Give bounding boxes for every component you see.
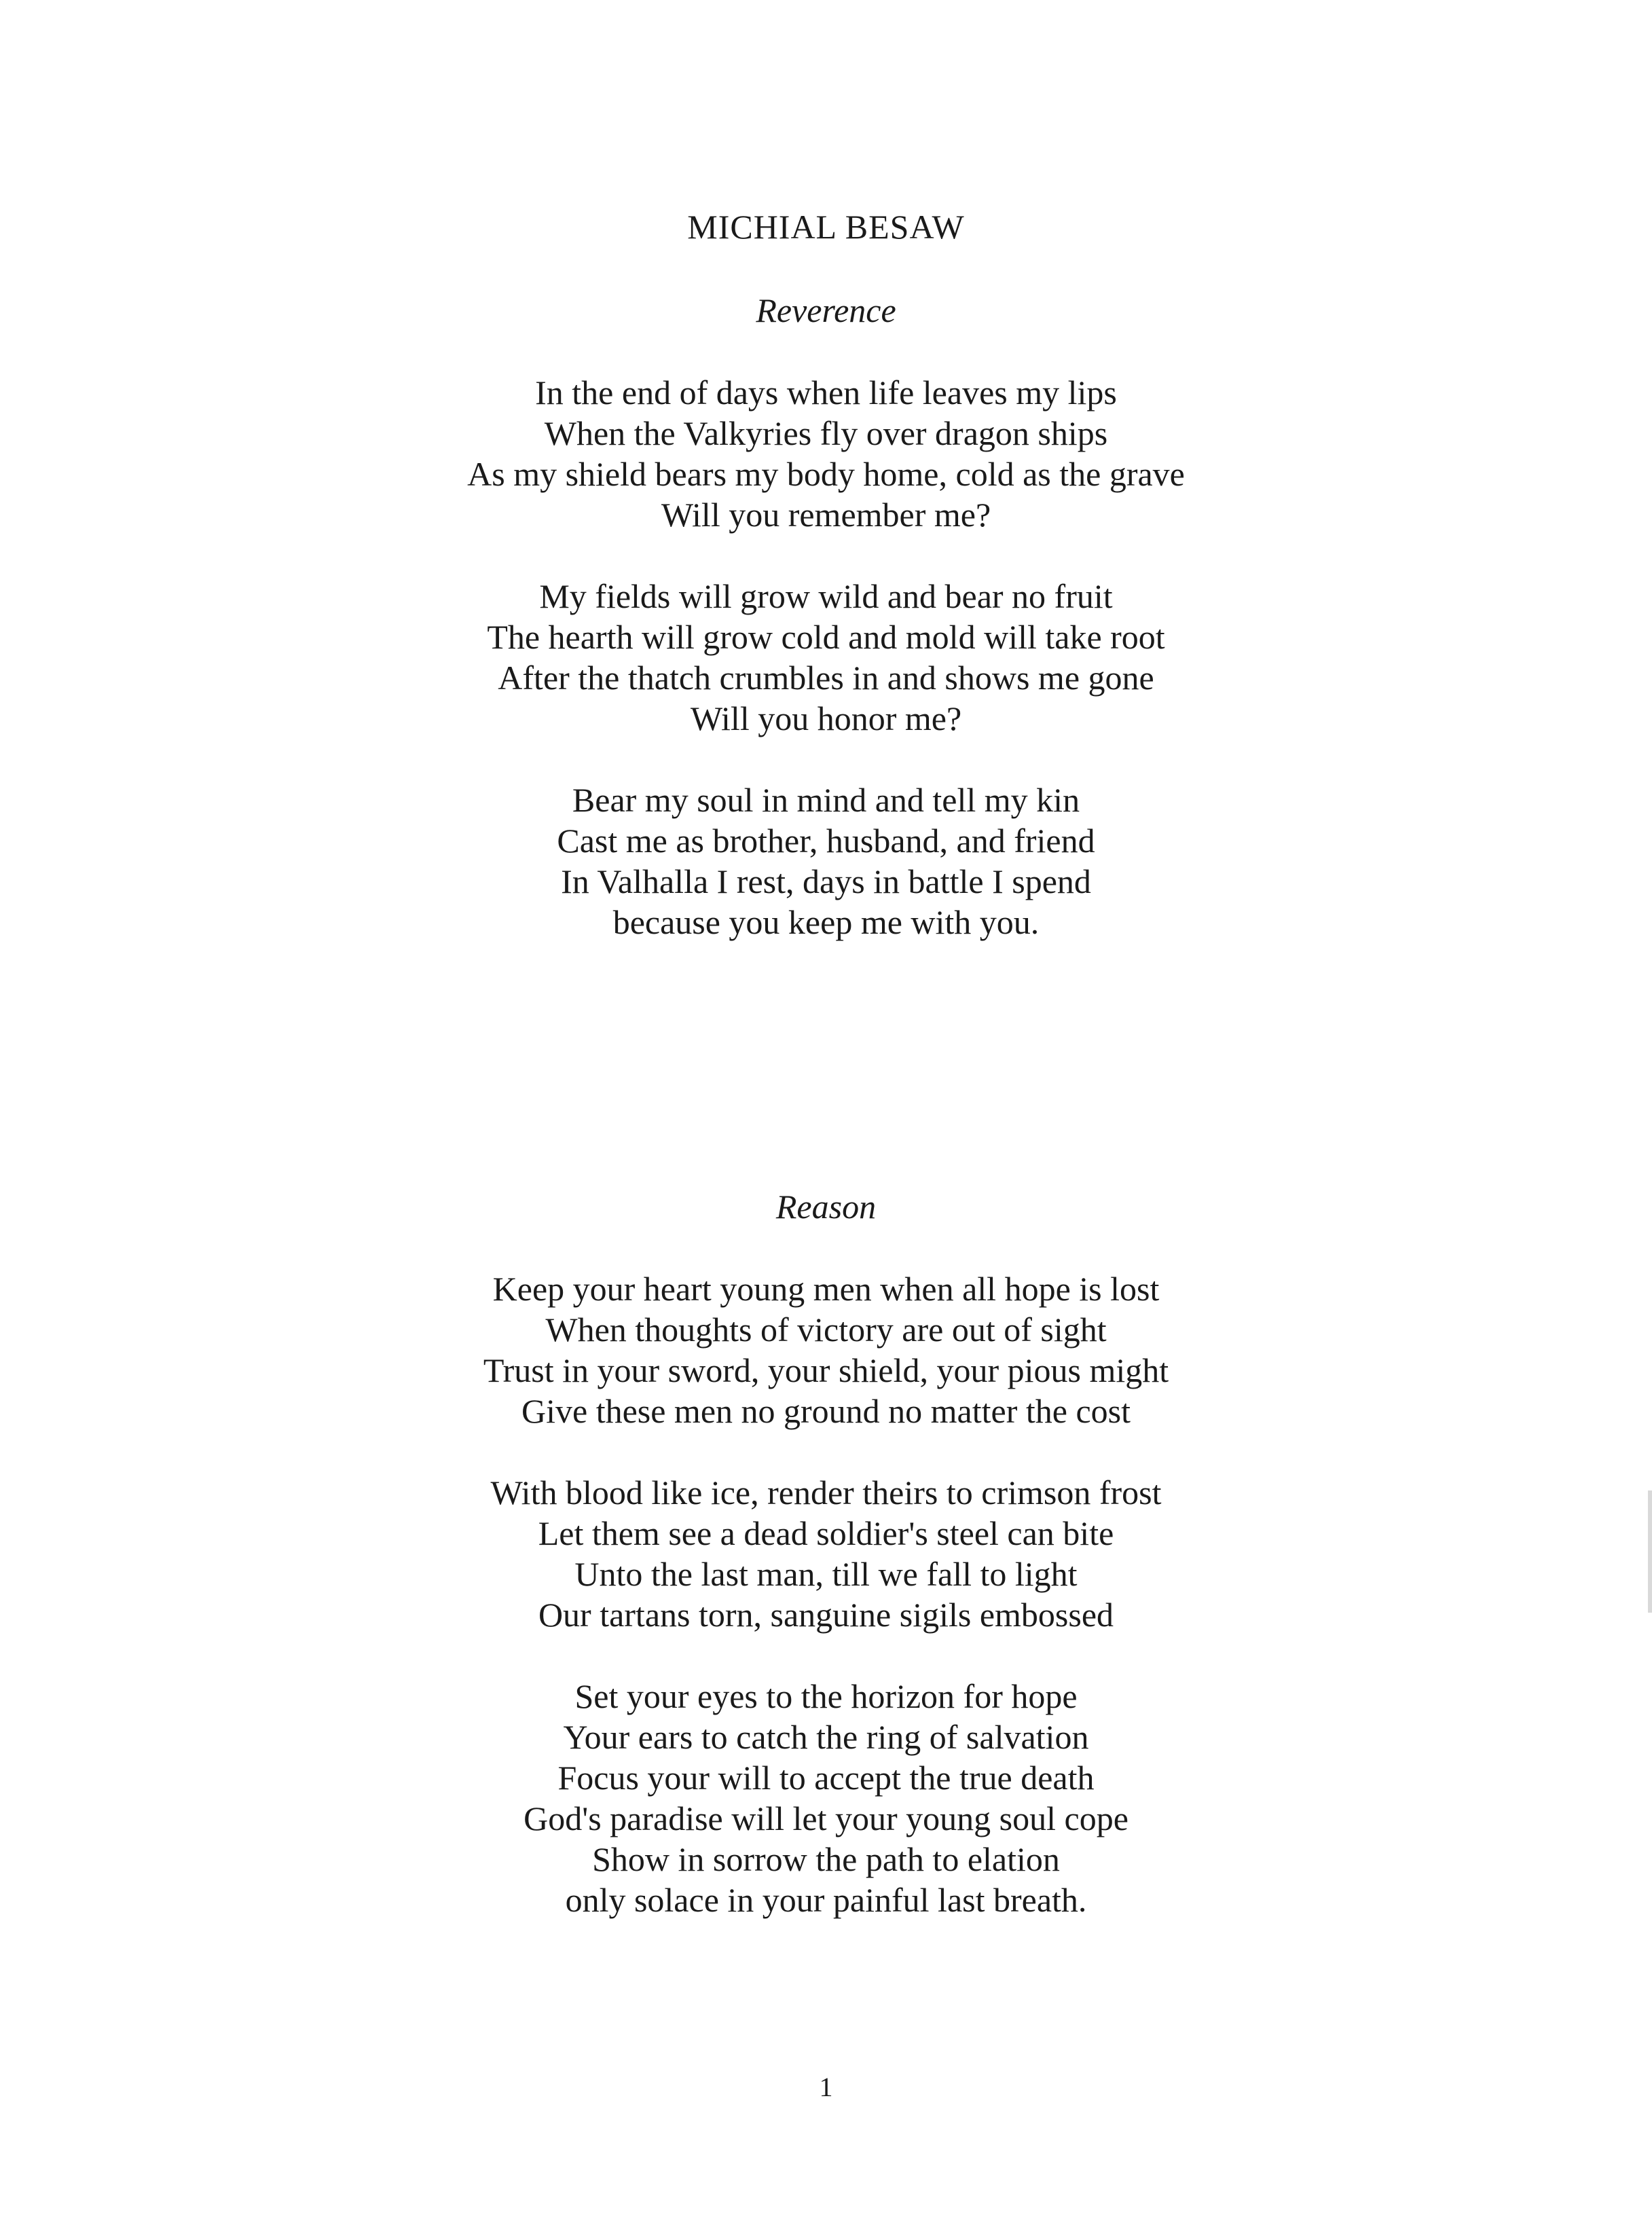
poem-line: After the thatch crumbles in and shows me gone: [498, 659, 1154, 697]
stanza: [0, 1676, 1652, 1920]
scan-edge-shadow: [1648, 1490, 1652, 1613]
poem-line: Will you remember me?: [661, 496, 991, 534]
poem-line: only solace in your painful last breath.: [565, 1881, 1087, 1919]
poem-line: When the Valkyries fly over dragon ships: [544, 414, 1108, 452]
poem-title-reason: Reason: [775, 1188, 877, 1226]
poem-line: As my shield bears my body home, cold as the grave: [467, 455, 1185, 493]
poem-line: Set your eyes to the horizon for hope: [574, 1677, 1078, 1715]
poem-line: When thoughts of victory are out of sight: [545, 1311, 1107, 1349]
poem-title-reverence: Reverence: [756, 291, 896, 329]
poem-line: Let them see a dead soldier's steel can bite: [538, 1514, 1114, 1552]
poem-line: Focus your will to accept the true death: [557, 1759, 1095, 1797]
poem-line: Keep your heart young men when all hope is lost: [492, 1270, 1160, 1308]
poem-line: In Valhalla I rest, days in battle I spend: [561, 862, 1091, 900]
poem-line: My fields will grow wild and bear no fruit: [539, 577, 1113, 615]
poem-body-reverence: [0, 372, 1652, 983]
poem-line: because you keep me with you.: [612, 903, 1040, 941]
poem-line: Unto the last man, till we fall to light: [574, 1555, 1078, 1593]
stanza: [0, 372, 1652, 535]
poem-line: God's paradise will let your young soul cope: [524, 1799, 1128, 1837]
poem-line: Give these men no ground no matter the cost: [521, 1392, 1131, 1430]
poem-line: Our tartans torn, sanguine sigils embossed: [538, 1596, 1114, 1634]
stanza: [0, 1472, 1652, 1635]
poem-line: Cast me as brother, husband, and friend: [557, 822, 1095, 860]
poem-line: Trust in your sword, your shield, your pious might: [483, 1351, 1169, 1389]
poem-line: Show in sorrow the path to elation: [592, 1840, 1060, 1878]
author-name: MICHIAL BESAW: [687, 208, 965, 246]
page-number: 1: [819, 2072, 833, 2102]
stanza: [0, 1268, 1652, 1431]
poem-line: Will you honor me?: [690, 699, 962, 737]
poem-line: In the end of days when life leaves my lips: [535, 373, 1117, 411]
poem-line: Bear my soul in mind and tell my kin: [572, 781, 1080, 819]
stanza: [0, 576, 1652, 739]
poem-line: With blood like ice, render theirs to crimson frost: [490, 1473, 1162, 1512]
poem-body-reason: [0, 1268, 1652, 1961]
poem-line: Your ears to catch the ring of salvation: [563, 1718, 1089, 1756]
poem-line: The hearth will grow cold and mold will take root: [487, 618, 1165, 656]
stanza: [0, 780, 1652, 942]
